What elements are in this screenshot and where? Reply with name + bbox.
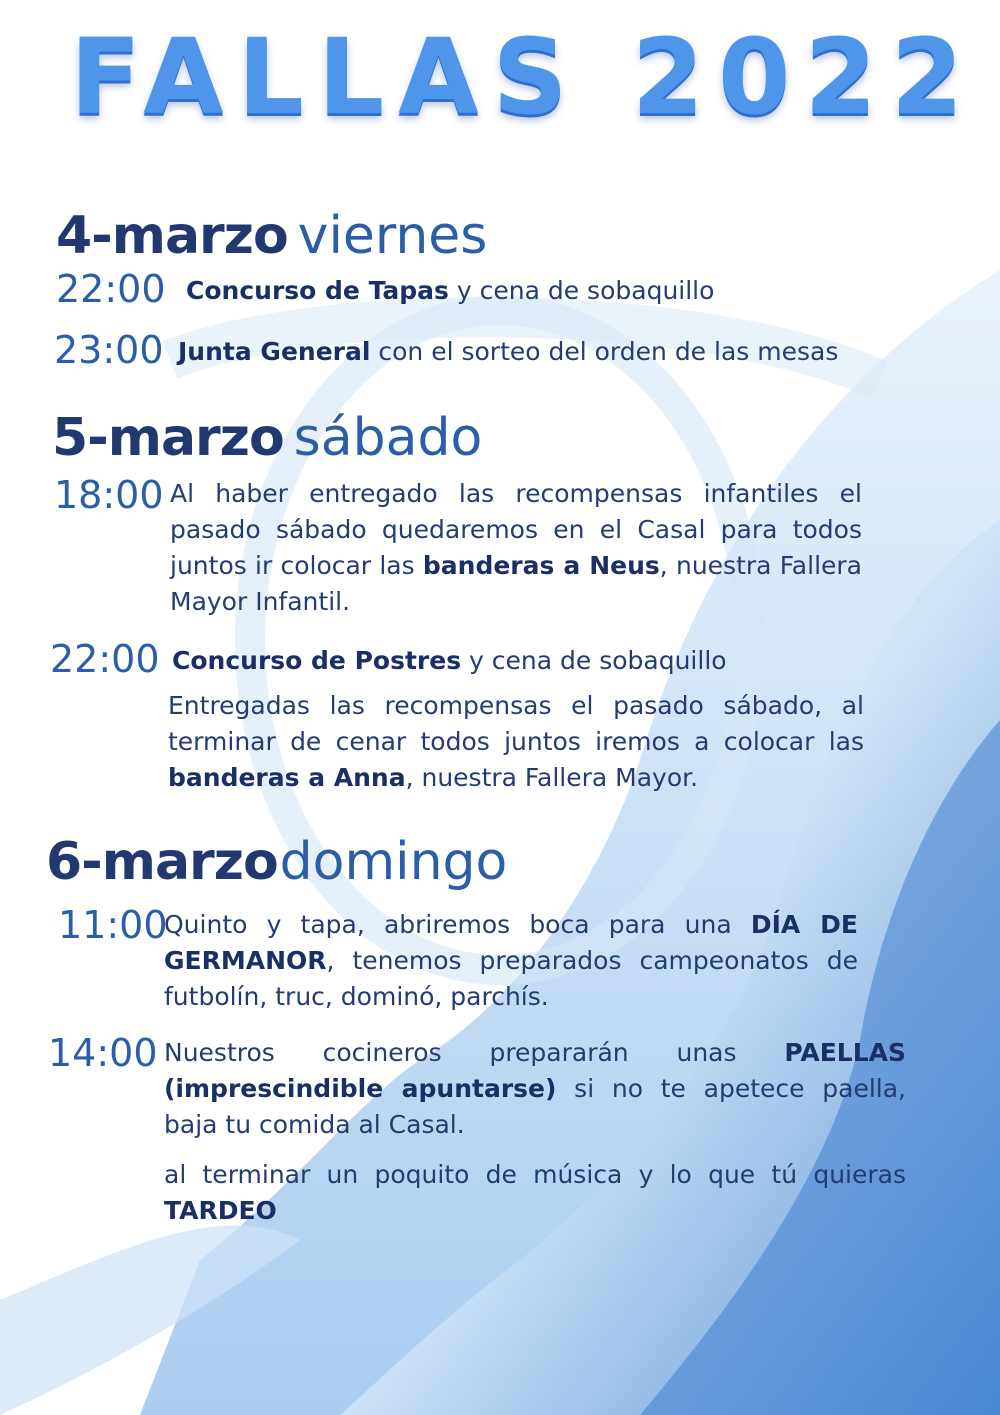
event-note-end: , nuestra Fallera Mayor. <box>405 763 699 792</box>
event-detail-end: , tenemos preparados campeonatos de futbolín, truc, dominó, parchís. <box>164 946 858 1011</box>
event-time: 11:00 <box>58 903 168 947</box>
event-detail: Quinto y tapa, abriremos boca para una <box>164 910 751 939</box>
event-time: 18:00 <box>54 473 164 517</box>
event-detail: Al haber entregado las recompensas infantiles el pasado sábado quedaremos en el Casal para todos juntos ir colocar las <box>170 479 862 580</box>
event-note-text: Entregadas las recompensas el pasado sábado, al terminar de cenar todos juntos iremos a colocar las <box>168 691 864 756</box>
event-highlight: PAELLAS (imprescindible apuntarse) <box>164 1038 906 1103</box>
event-time: 23:00 <box>54 328 164 372</box>
event-detail: Nuestros cocineros prepararán unas <box>164 1038 785 1067</box>
day-weekday: sábado <box>293 408 483 468</box>
day-heading-5-marzo <box>52 408 483 468</box>
event-description <box>186 276 714 306</box>
event-description <box>164 907 858 1015</box>
event-note-highlight: TARDEO <box>164 1196 277 1225</box>
event-highlight: banderas a Neus <box>422 551 660 580</box>
event-description <box>178 337 838 367</box>
day-heading-6-marzo <box>46 832 508 892</box>
event-note-text: al terminar un poquito de música y lo que tú quieras <box>164 1160 906 1189</box>
event-description <box>164 1035 906 1143</box>
event-title: Concurso de Tapas <box>186 276 449 305</box>
day-weekday: viernes <box>297 206 488 266</box>
event-highlight: DÍA DE GERMANOR <box>164 910 858 975</box>
event-detail-end: , nuestra Fallera Mayor Infantil. <box>170 551 862 616</box>
day-date: 5-marzo <box>52 408 284 468</box>
event-detail: y cena de sobaquillo <box>448 276 715 305</box>
event-time: 22:00 <box>56 267 166 311</box>
event-note <box>164 1157 906 1229</box>
event-detail: y cena de sobaquillo <box>461 646 727 675</box>
event-time: 14:00 <box>48 1031 158 1075</box>
day-date: 6-marzo <box>46 832 278 892</box>
event-time: 22:00 <box>50 637 160 681</box>
event-detail-end: si no te apetece paella, baja tu comida al Casal. <box>164 1074 907 1139</box>
page-title: FALLAS 2022 <box>70 16 978 138</box>
event-detail: con el sorteo del orden de las mesas <box>370 337 839 366</box>
event-note <box>168 688 864 796</box>
day-heading-4-marzo <box>56 206 488 266</box>
day-weekday: domingo <box>279 832 508 892</box>
event-note-highlight: banderas a Anna <box>168 763 406 792</box>
event-description <box>172 646 727 676</box>
event-title: Concurso de Postres <box>172 646 462 675</box>
event-description <box>170 476 862 620</box>
event-title: Junta General <box>178 337 371 366</box>
day-date: 4-marzo <box>56 206 288 266</box>
